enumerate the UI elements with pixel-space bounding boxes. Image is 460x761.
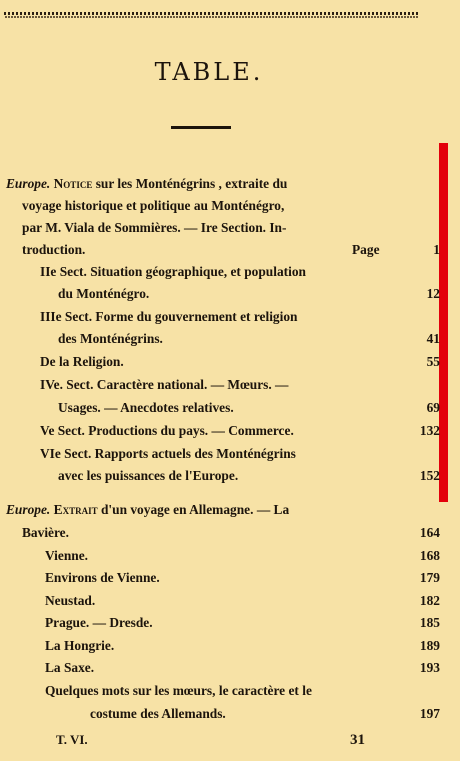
s2-item-label: Prague. — Dresde. [45,615,153,630]
s2-item-label: Vienne. [45,548,89,563]
s2-region: Europe. [6,502,51,517]
s2-line-2-text: Bavière. [22,525,69,540]
s1-entry-2-text-b: du Monténégro. [58,286,150,301]
page-number: 182 [419,593,440,608]
volume-signature: T. VI. [56,732,88,747]
page-number: 164 [419,525,440,540]
s1-line-2-text: voyage historique et politique au Monténégro, [22,198,285,213]
s1-entry-4-text: De la Religion. [40,354,124,369]
s1-entry-2-line-a [0,261,440,283]
s1-line-3 [0,217,440,239]
page-number: 41 [426,331,440,346]
s1-entry-5-line-a [0,374,440,396]
page-number: 132 [419,423,440,438]
s2-last-line-b [0,703,440,725]
s2-item-line [0,567,440,589]
s2-line-1 [0,499,440,521]
s1-entry-5-text-b: Usages. — Anecdotes relatives. [58,400,234,415]
s1-entry-4-line [0,351,440,373]
s1-entry-3-line-a [0,306,440,328]
s1-line-1 [0,173,440,195]
sheet-number: 31 [350,732,365,748]
s1-region: Europe. [6,176,51,191]
s2-item-line [0,545,440,567]
s1-entry-6-text: Ve Sect. Productions du pays. — Commerce. [40,423,294,438]
s1-line-4 [0,239,440,261]
s2-item-line [0,657,440,679]
s1-line-3-text: par M. Viala de Sommières. — Ire Section. In- [22,220,287,235]
page-number: 152 [419,468,440,483]
s1-entry-3-line-b [0,328,440,350]
s2-item-label: La Hongrie. [45,638,115,653]
s1-entry-2-text-a: IIe Sect. Situation géographique, et population [40,264,306,279]
s2-last-text-b: costume des Allemands. [90,706,226,721]
s2-item-label: La Saxe. [45,660,95,675]
s2-heading: Extrait [53,502,98,517]
red-margin-marker [439,143,448,502]
s1-entry-6-line [0,420,440,442]
s1-entry-5-text-a: IVe. Sect. Caractère national. — Mœurs. — [40,377,289,392]
page-number: 1 [433,242,440,257]
s1-entry-5-line-b [0,397,440,419]
page-number: 189 [419,638,440,653]
page-number: 12 [426,286,440,301]
s2-item-line [0,635,440,657]
page-number: 197 [419,706,440,721]
page-footer [0,728,440,752]
s2-last-line-a [0,680,440,702]
page-label: Page [352,242,380,257]
s2-item-label: Environs de Vienne. [45,570,160,585]
s2-item-label: Neustad. [45,593,96,608]
page-number: 193 [419,660,440,675]
s1-line-1-text: sur les Monténégrins , extraite du [95,176,288,191]
s1-entry-2-line-b [0,283,440,305]
page-number: 69 [426,400,440,415]
s1-entry-7-line-b [0,465,440,487]
s1-entry-3-text-b: des Monténégrins. [58,331,163,346]
s1-heading: Notice [53,176,93,191]
s2-last-text-a: Quelques mots sur les mœurs, le caractère et le [45,683,312,698]
page-number: 185 [419,615,440,630]
s1-entry-7-text-a: VIe Sect. Rapports actuels des Monténégrins [40,446,296,461]
title-underline-rule [171,126,231,129]
decorative-top-border-lower [4,16,418,18]
s2-item-line [0,612,440,634]
s2-line-1-text: d'un voyage en Allemagne. — La [100,502,290,517]
page-number: 179 [419,570,440,585]
s1-line-4-text: troduction. [22,242,86,257]
decorative-top-border [4,12,418,15]
s1-entry-3-text-a: IIIe Sect. Forme du gouvernement et religion [40,309,298,324]
s2-line-2 [0,522,440,544]
s1-entry-7-text-b: avec les puissances de l'Europe. [58,468,239,483]
s2-item-line [0,590,440,612]
page-title: TABLE. [154,58,264,86]
page-number: 168 [419,548,440,563]
s1-entry-7-line-a [0,443,440,465]
page-number: 55 [426,354,440,369]
s1-line-2 [0,195,440,217]
